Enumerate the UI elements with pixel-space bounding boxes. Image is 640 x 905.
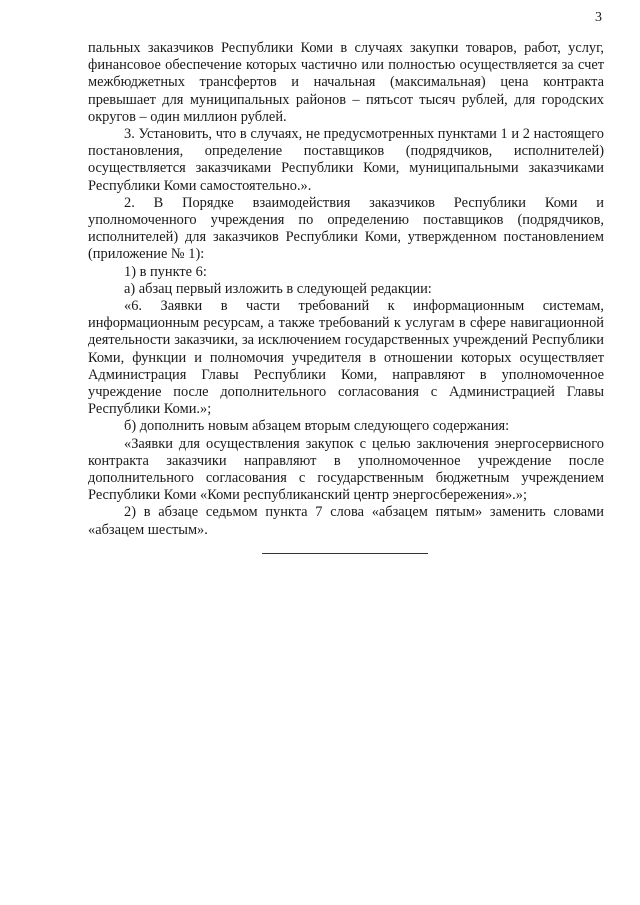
document-body [88,40,604,539]
paragraph-item-3: 3. Установить, что в случаях, не предусмотренных пунктами 1 и 2 настоящего постановления, определение поставщиков (подрядчиков, исполнителей) осуществляется заказчиками Республики Коми, муниципальными заказчиками Республики Коми самостоятельно.». [88,126,604,194]
paragraph-quote-energy: «Заявки для осуществления закупок с целью заключения энергосервисного контракта заказчики направляют в уполномоченное учреждение после дополнительного согласования с государственным бюджетным учреждением Республики Коми «Коми республиканский центр энергосбережения».»; [88,435,604,504]
page-number: 3 [595,10,602,25]
paragraph-subpoint-2: 2) в абзаце седьмом пункта 7 слова «абзацем пятым» заменить словами «абзацем шестым». [88,504,604,538]
paragraph-point-2: 2. В Порядке взаимодействия заказчиков Республики Коми и уполномоченного учреждения по определению поставщиков (подрядчиков, исполнителей) для заказчиков Республики Коми, утвержденном постановлением (приложение № 1): [88,194,604,263]
paragraph-quote-6: «6. Заявки в части требований к информационным системам, информационным ресурсам, а также требований к услугам в сфере навигационной деятельности заказчики, за исключением государственных учреждений Республики Коми, функции и полномочия учредителя в отношении которых осуществляет Администрация Главы Республики Коми, направляют в уполномоченное учреждение после дополнительного согласования с Администрацией Главы Республики Коми.»; [88,298,604,418]
paragraph-subpoint-b: б) дополнить новым абзацем вторым следующего содержания: [124,418,510,435]
paragraph-subpoint-a: а) абзац первый изложить в следующей редакции: [124,280,432,297]
paragraph-continuation: пальных заказчиков Республики Коми в случаях закупки товаров, работ, услуг, финансовое обеспечение которых частично или полностью осуществляется за счет межбюджетных трансфертов и начальная (максимальная) цена контракта превышает для муниципальных районов – пятьсот тысяч рублей, для городских округов – один миллион рублей. [88,40,604,125]
end-divider-line [262,553,428,554]
paragraph-subpoint-1: 1) в пункте 6: [124,263,207,280]
